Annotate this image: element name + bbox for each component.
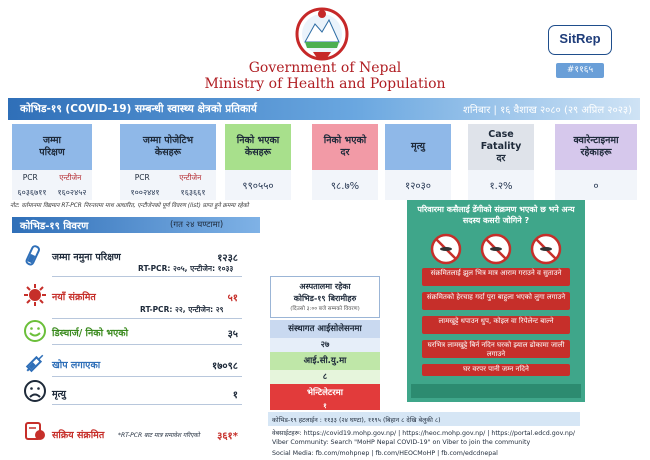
poster-tip: लामखुट्टे धपाउन धुप, कोइल वा रिपेलेन्ट बाल्ने	[422, 316, 570, 334]
row-detail-tests: RT-PCR: २०५, एन्टीजेन: १०३३	[138, 264, 234, 273]
footnote: नोट: वर्तमानमा विद्यमान RT-PCR निरन्तरमा माथ आधारित, एन्टीजेनको पूर्ण विवरण (list) प्राप्त हुने क्रममा रहेको	[10, 203, 249, 209]
card-value: ९८.७%	[312, 170, 378, 200]
icu-label: आई.सी.यु.मा	[270, 352, 380, 370]
row-detail-new-cases: RT-PCR: २२, एन्टीजेन: २९	[140, 305, 224, 314]
row-value-tests: १२३८	[217, 253, 238, 264]
page-title: कोभिड-१९ (COVID-19) सम्बन्धी स्वास्थ्य क्षेत्रको प्रतिकार्य	[20, 103, 257, 115]
card-label: रहेकाहरू	[580, 147, 612, 158]
smiley-icon	[22, 318, 48, 344]
card-label: निको भएको	[323, 135, 367, 146]
social-media-links[interactable]: Social Media: fb.com/mohpnep | fb.com/HEOCMoHP | fb.com/edcdnepal	[272, 450, 498, 457]
ministry-title: Ministry of Health and Population	[204, 76, 446, 92]
poster-logo-strip	[411, 384, 581, 398]
antigen-label: एन्टीजेन	[59, 173, 82, 182]
test-tube-icon	[20, 243, 46, 269]
mosquito-icon	[426, 232, 566, 266]
card-label: परिक्षण	[39, 147, 65, 158]
row-value-active: ३६१*	[217, 431, 238, 442]
divider	[52, 318, 242, 319]
row-value-new-cases: ५१	[227, 293, 238, 304]
card-label: जम्मा पोजेटिभ	[142, 135, 194, 146]
viber-community: Viber Community: Search "MoHP Nepal COVID-19" on Viber to join the community	[272, 439, 531, 446]
card-total-positive	[120, 124, 216, 200]
card-value: १.२%	[468, 170, 534, 200]
section-subtitle: (गत २४ घण्टामा)	[170, 220, 224, 230]
poster-tip: संक्रमितको हेरचाह गर्दा पुरा बाहुला भएको लुगा लगाउने	[422, 292, 570, 310]
virus-icon	[22, 282, 48, 308]
ventilator-label: भेन्टिलेटरमा	[270, 384, 380, 402]
hospital-header-note: (दिउसो ३:०० बजे सम्मको विवरण)	[290, 306, 360, 312]
report-date: शनिबार | १६ वैशाख २०८० (२९ अप्रिल २०२३)	[463, 105, 632, 116]
card-label: मृत्यु	[411, 141, 425, 152]
divider	[52, 344, 242, 345]
isolation-value: २७	[270, 338, 380, 352]
nepal-emblem-icon	[291, 6, 353, 64]
antigen-value: १६०२४५२	[57, 188, 87, 197]
row-label-discharged: डिस्चार्ज/ निको भएको	[52, 328, 129, 339]
row-label-vaccinated: खोप लगाएका	[52, 360, 101, 371]
sitrep-badge: SitRep	[548, 25, 612, 55]
card-label: क्वारेन्टाइनमा	[573, 135, 619, 146]
row-detail-active: *RT-PCR बाट मात्र समावेश गरिएको	[118, 432, 200, 439]
card-label: दर	[340, 147, 350, 158]
pcr-value: ६०३६७११	[17, 188, 47, 197]
divider	[52, 404, 242, 405]
card-value: ९९०५५०	[225, 170, 291, 200]
card-label: Fatality	[480, 141, 522, 152]
sad-face-icon	[22, 378, 48, 404]
row-label-tests: जम्मा नमुना परिक्षण	[52, 252, 121, 263]
poster-tip: घर वरपर पानी जम्न नदिने	[422, 364, 570, 376]
row-value-deaths: १	[232, 390, 238, 401]
card-recovery-rate	[312, 124, 378, 200]
card-recovered	[225, 124, 291, 200]
card-label: केसहरू	[244, 147, 272, 158]
row-label-new-cases: नयाँ संक्रमित	[52, 292, 96, 303]
hotline-text: कोभिड-१९ हटलाईन : ११३३ (२४ घण्टा), ११९५ (बिहान ८ देखि बेलुकी ८)	[272, 417, 441, 424]
card-label: दर	[496, 153, 506, 164]
pcr-label: PCR	[134, 173, 150, 182]
sitrep-number: #११६५	[556, 63, 604, 78]
card-quarantine	[555, 124, 637, 200]
poster-tip: घरभित्र लामखुट्टे बिर्न नदिन घरको झ्याल ढोकामा जाली लगाउने	[422, 340, 570, 358]
isolation-label: संस्थागत आईसोलेसनमा	[270, 320, 380, 338]
card-label: Case	[488, 129, 514, 140]
ventilator-value: १	[270, 402, 380, 410]
card-label: जम्मा	[42, 135, 62, 146]
row-value-vaccinated: १७०९८	[212, 361, 238, 372]
antigen-label: एन्टीजेन	[179, 173, 202, 182]
card-value: ०	[555, 170, 637, 200]
row-label-active: सक्रिय संक्रमित	[52, 430, 105, 441]
divider	[52, 376, 242, 377]
hospital-header-line: कोभिड-१९ बिरामीहरु	[293, 294, 357, 303]
pcr-label: PCR	[22, 173, 38, 182]
card-value: १२०३०	[385, 170, 451, 200]
card-deaths	[385, 124, 451, 200]
government-title: Government of Nepal	[248, 60, 402, 76]
poster-heading: परिवारमा कसैलाई डेंगीको संक्रमण भएको छ भने अन्य सदस्य कसरी जोगिने ?	[417, 205, 575, 225]
active-case-icon	[22, 418, 48, 444]
antigen-value: १६३६६१	[180, 188, 206, 197]
website-links[interactable]: वेबसाईटहरू: https://covid19.mohp.gov.np/ | https://heoc.mohp.gov.np/ | https://portal.edcd.gov.np/	[272, 430, 575, 437]
syringe-icon	[22, 350, 48, 376]
card-label: केसहरू	[154, 147, 182, 158]
card-case-fatality	[468, 124, 534, 200]
section-title: कोभिड-१९ विवरण	[20, 221, 89, 232]
icu-value: ८	[270, 370, 380, 384]
row-label-deaths: मृत्यु	[52, 389, 66, 400]
card-label: निको भएका	[236, 135, 280, 146]
row-value-discharged: ३५	[227, 329, 238, 340]
hospital-header-line: अस्पतालमा रहेका	[299, 282, 351, 291]
poster-tip: संक्रमितलाई झुल भित्र मात्र आराम गराउने व सुताउने	[422, 268, 570, 286]
card-total-tests	[12, 124, 92, 200]
pcr-value: १००२४४१	[130, 188, 160, 197]
divider	[52, 276, 242, 277]
hospital-header	[270, 276, 380, 318]
